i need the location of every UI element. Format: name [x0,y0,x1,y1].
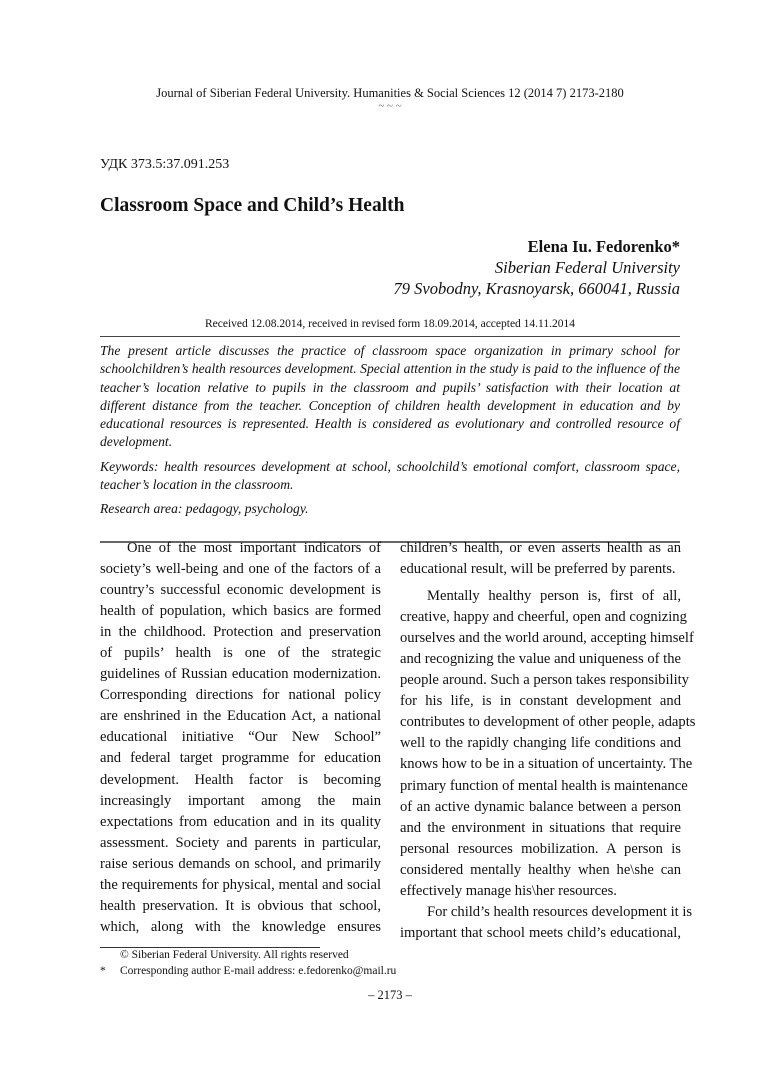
body-text-line: of pupils’ health is one of the strategic [100,645,381,662]
article-title: Classroom Space and Child’s Health [100,195,405,216]
body-text-line: of an active dynamic balance between a person [400,798,681,815]
udk-code: УДК 373.5:37.091.253 [100,157,230,172]
abstract [100,342,680,525]
journal-header: Journal of Siberian Federal University. Humanities & Social Sciences 12 (2014 7) 2173-2180 [156,86,624,100]
author-address: 79 Svobodny, Krasnoyarsk, 660041, Russia [393,279,680,298]
body-text-line: expectations from education and in its quality [100,813,381,830]
body-text-line: ourselves and the world around, accepting himself [400,630,694,647]
body-text-line: educational initiative “Our New School” [100,729,381,746]
footnote-corresponding [100,965,396,977]
footnote-copyright: © Siberian Federal University. All rights reserved [120,949,349,961]
body-text-line: Corresponding directions for national policy [100,687,381,704]
body-text-line: in the childhood. Protection and preservation [100,624,381,641]
body-text-line: personal resources mobilization. A person is [400,840,681,857]
body-text-line: important that school meets child’s educational, [400,924,681,941]
body-text-line: for his life, is in constant development and [400,693,681,710]
body-text-line: children’s health, or even asserts health as an [400,540,681,556]
body-text-line: effectively manage his\her resources. [400,882,617,899]
body-text-line: health preservation. It is obvious that school, [100,897,381,914]
body-text-line: development. Health factor is becoming [100,771,381,788]
page-number: – 2173 – [368,988,412,1002]
received-dates: Received 12.08.2014, received in revised form 18.09.2014, accepted 14.11.2014 [204,318,576,330]
footnote-divider [100,947,320,948]
body-text-line: creative, happy and cheerful, open and cognizing [400,609,687,626]
body-text-line: and recognizing the value and uniqueness of the [400,651,681,668]
abstract-text: The present article discusses the practice of classroom space organization in primary school for schoolchildren’s health resources development. Special attention in the study is paid to the influence of the teacher’s location relative to pupils in the classroom and pupils’ satisfaction with their location at different distance from the teacher. Conception of children health development in education and by educational resources is represented. Health is considered as evolutionary and controlled resource of development. [100,343,680,450]
body-left-column [100,538,381,938]
body-text-line: are enshrined in the Education Act, a national [100,708,381,725]
body-text-line: guidelines of Russian education modernization. [100,666,381,683]
body-text-line: health of population, which basics are formed [100,603,381,620]
body-text-line: considered mentally healthy when he\she can [400,861,681,878]
body-text-line: contributes to development of other people, adapts [400,714,696,731]
author-name: Elena Iu. Fedorenko* [527,237,680,256]
body-text-line: which, along with the knowledge ensures [100,918,381,935]
body-text-line: primary function of mental health is maintenance [400,777,688,794]
header-ornament: ~ ~ ~ [378,100,402,112]
body-text-line: Mentally healthy person is, first of all, [427,588,681,605]
author-affiliation: Siberian Federal University [494,258,680,277]
body-text-line: knows how to be in a situation of uncertainty. The [400,756,693,773]
body-text-line: increasingly important among the main [100,792,381,809]
body-text-line: people around. Such a person takes responsibility [400,672,689,689]
body-text-line: country’s successful economic development is [100,582,381,599]
body-text-line: and the environment in situations that require [400,819,681,836]
footnote-star: * [100,965,106,977]
divider [100,336,680,337]
footnote-email: Corresponding author E-mail address: e.fedorenko@mail.ru [120,965,397,977]
research-area: Research area: pedagogy, psychology. [100,501,309,517]
body-text-line: assessment. Society and parents in particular, [100,834,381,851]
body-text-line: One of the most important indicators of [127,540,381,556]
body-text-line: For child’s health resources development it is [427,903,693,920]
body-text-line: raise serious demands on school, and primarily [100,855,381,872]
body-text-line: the requirements for physical, mental and social [100,876,381,893]
body-text-line: well to the rapidly changing life conditions and [400,735,681,752]
body-text-line: educational result, will be preferred by parents. [400,561,676,578]
body-right-column [400,538,696,944]
body-text-line: society’s well-being and one of the factors of a [100,561,381,578]
keywords: Keywords: health resources development at school, schoolchild’s emotional comfort, classroom space, teacher’s location in the classroom. [100,458,680,493]
body-text-line: and federal target programme for education [100,750,381,767]
